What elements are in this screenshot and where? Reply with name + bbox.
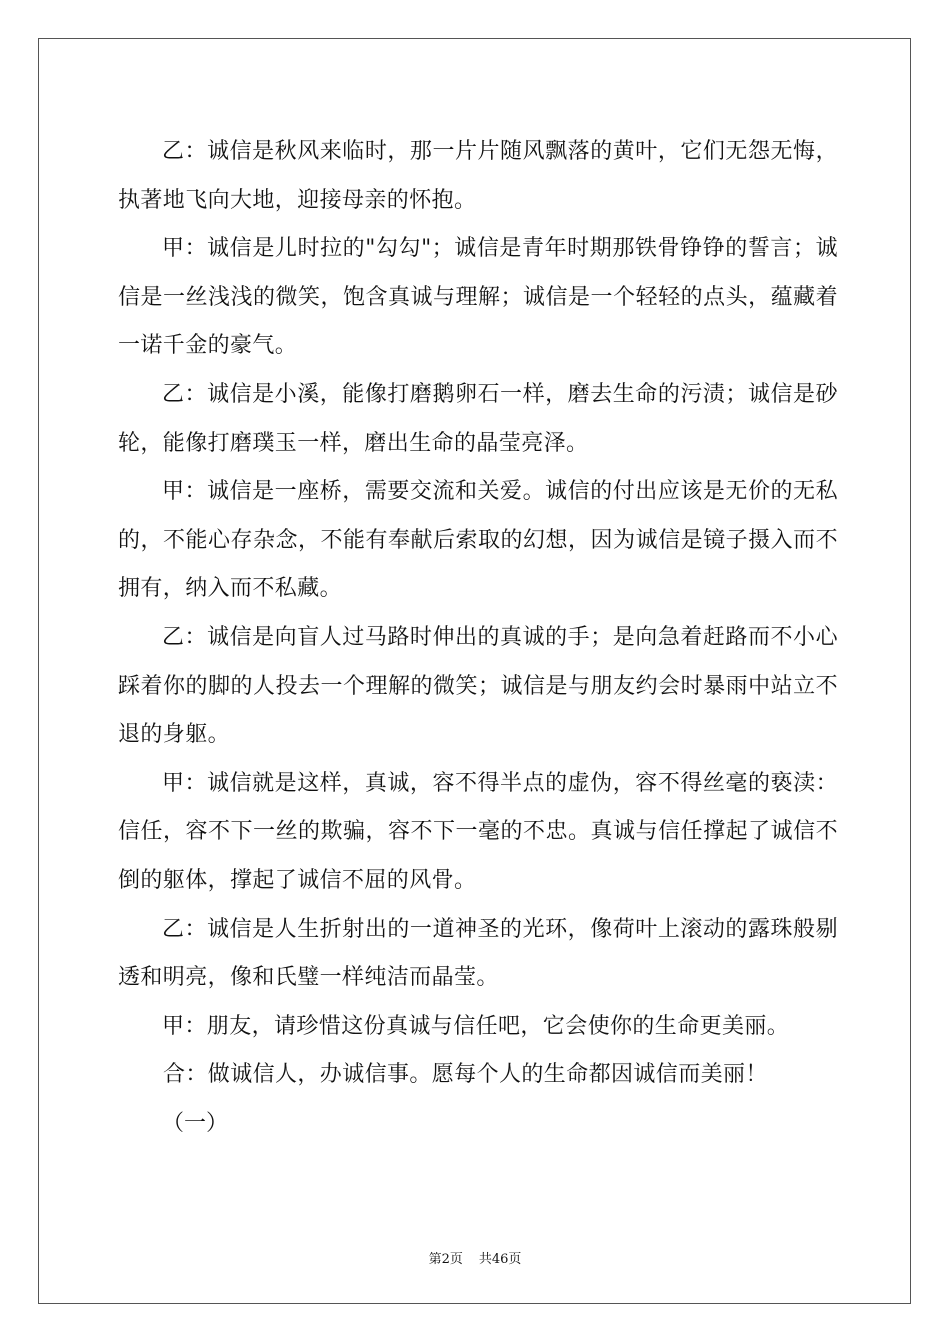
document-body: [118, 128, 838, 1148]
paragraph-7: 乙：诚信是人生折射出的一道神圣的光环，像荷叶上滚动的露珠般剔透和明亮，像和氏璧一样纯洁而晶莹。: [118, 916, 838, 991]
paragraph-9: 合：做诚信人，办诚信事。愿每个人的生命都因诚信而美丽！: [163, 1062, 768, 1088]
paragraph-4: 甲：诚信是一座桥，需要交流和关爱。诚信的付出应该是无价的无私的，不能心存杂念，不能有奉献后索取的幻想，因为诚信是镜子摄入而不拥有，纳入而不私藏。: [118, 479, 838, 602]
paragraph-2: 甲：诚信是儿时拉的"勾勾"；诚信是青年时期那铁骨铮铮的誓言；诚信是一丝浅浅的微笑，饱含真诚与理解；诚信是一个轻轻的点头，蕴藏着一诺千金的豪气。: [118, 236, 838, 359]
page-number: 第2页: [428, 1252, 463, 1267]
section-marker: （一）: [162, 1110, 229, 1136]
paragraph-6: 甲：诚信就是这样，真诚，容不得半点的虚伪，容不得丝毫的亵渎：信任，容不下一丝的欺骗，容不下一毫的不忠。真诚与信任撑起了诚信不倒的躯体，撑起了诚信不屈的风骨。: [118, 770, 838, 893]
page-total: 共46页: [478, 1252, 522, 1267]
paragraph-3: 乙：诚信是小溪，能像打磨鹅卵石一样，磨去生命的污渍；诚信是砂轮，能像打磨璞玉一样，磨出生命的晶莹亮泽。: [118, 381, 838, 456]
paragraph-1: 乙：诚信是秋风来临时，那一片片随风飘落的黄叶，它们无怨无悔，执著地飞向大地，迎接母亲的怀抱。: [118, 139, 838, 213]
paragraph-5: 乙：诚信是向盲人过马路时伸出的真诚的手；是向急着赶路而不小心踩着你的脚的人投去一个理解的微笑；诚信是与朋友约会时暴雨中站立不退的身躯。: [118, 624, 838, 748]
page-footer: [0, 1248, 950, 1267]
paragraph-8: 甲：朋友，请珍惜这份真诚与信任吧，它会使你的生命更美丽。: [162, 1013, 790, 1039]
